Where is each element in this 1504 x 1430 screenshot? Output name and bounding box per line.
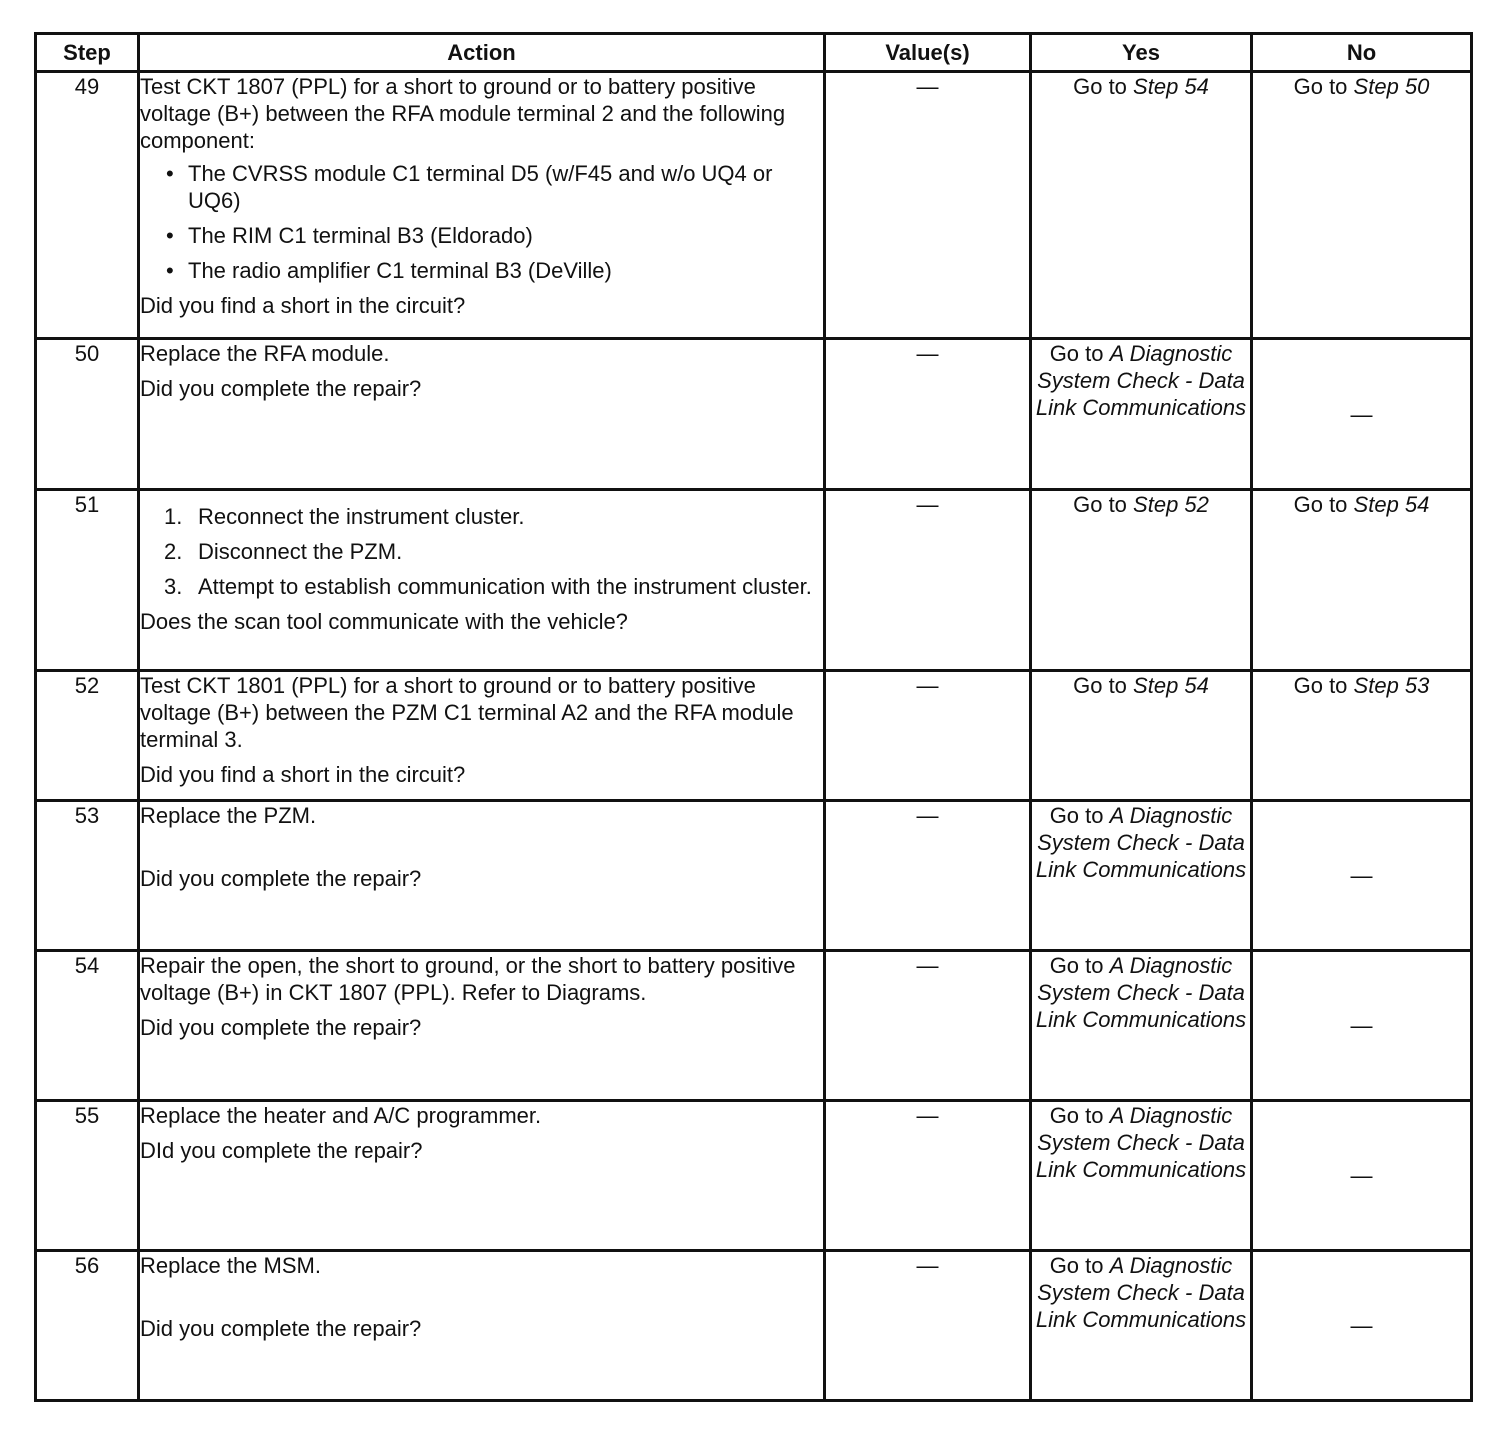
no-cell — [1252, 490, 1472, 671]
header-values: Value(s) — [825, 34, 1031, 72]
table-row-step-52 — [36, 671, 1472, 801]
action-cell — [139, 671, 825, 801]
goto-diagnostic-link[interactable]: A Diagnostic System Check - Data Link Communications — [1035, 341, 1247, 420]
header-action: Action — [139, 34, 825, 72]
goto-prefix: Go to — [1293, 74, 1348, 99]
step-number: 56 — [36, 1251, 139, 1401]
goto-step-link[interactable]: Step 54 — [1353, 492, 1430, 517]
value-cell: — — [825, 1251, 1031, 1401]
goto-prefix: Go to — [1049, 953, 1104, 978]
header-yes: Yes — [1031, 34, 1252, 72]
component-list — [140, 160, 823, 284]
yes-cell — [1031, 801, 1252, 951]
yes-cell — [1031, 339, 1252, 490]
value-cell: — — [825, 490, 1031, 671]
table-row-step-54 — [36, 951, 1472, 1101]
goto-prefix: Go to — [1073, 492, 1127, 517]
table-row-step-51 — [36, 490, 1472, 671]
yes-cell — [1031, 1251, 1252, 1401]
value-cell: — — [825, 339, 1031, 490]
table-row-step-55 — [36, 1101, 1472, 1251]
table-row-step-49 — [36, 72, 1472, 339]
action-cell — [139, 1101, 825, 1251]
action-question: Did you find a short in the circuit? — [140, 762, 466, 787]
yes-cell — [1031, 490, 1252, 671]
no-cell: — — [1252, 1101, 1472, 1251]
step-number: 51 — [36, 490, 139, 671]
goto-diagnostic-link[interactable]: A Diagnostic System Check - Data Link Communications — [1035, 953, 1247, 1032]
procedure-list — [140, 503, 823, 600]
step-number: 49 — [36, 72, 139, 339]
action-question: Did you complete the repair? — [140, 866, 422, 891]
action-question: Did you complete the repair? — [140, 1316, 422, 1341]
value-cell: — — [825, 671, 1031, 801]
goto-prefix: Go to — [1049, 1103, 1104, 1128]
action-question: Did you complete the repair? — [140, 1015, 422, 1040]
no-cell — [1252, 671, 1472, 801]
goto-step-link[interactable]: Step 52 — [1133, 492, 1209, 517]
goto-step-link[interactable]: Step 50 — [1353, 74, 1430, 99]
action-cell — [139, 339, 825, 490]
action-cell — [139, 72, 825, 339]
step-number: 54 — [36, 951, 139, 1101]
goto-step-link[interactable]: Step 54 — [1133, 673, 1209, 698]
list-item — [166, 160, 823, 214]
goto-step-link[interactable]: Step 53 — [1353, 673, 1430, 698]
action-instruction: Replace the RFA module. — [140, 341, 390, 366]
goto-prefix: Go to — [1049, 803, 1104, 828]
action-cell — [139, 801, 825, 951]
action-question: Does the scan tool communicate with the vehicle? — [140, 609, 628, 634]
action-instruction: Replace the MSM. — [140, 1253, 321, 1278]
list-item — [166, 257, 823, 284]
step-number: 55 — [36, 1101, 139, 1251]
yes-cell — [1031, 72, 1252, 339]
action-question: DId you complete the repair? — [140, 1138, 423, 1163]
goto-prefix: Go to — [1293, 673, 1348, 698]
header-no: No — [1252, 34, 1472, 72]
goto-diagnostic-link[interactable]: A Diagnostic System Check - Data Link Communications — [1035, 803, 1247, 882]
goto-prefix: Go to — [1073, 74, 1127, 99]
action-question: Did you complete the repair? — [140, 376, 422, 401]
list-item-text: The CVRSS module C1 terminal D5 (w/F45 and w/o UQ4 or UQ6) — [188, 161, 773, 213]
action-cell — [139, 951, 825, 1101]
list-item-text: Reconnect the instrument cluster. — [198, 504, 525, 529]
goto-diagnostic-link[interactable]: A Diagnostic System Check - Data Link Communications — [1035, 1103, 1247, 1182]
table-row-step-50 — [36, 339, 1472, 490]
list-item — [164, 573, 823, 600]
goto-diagnostic-link[interactable]: A Diagnostic System Check - Data Link Communications — [1035, 1253, 1247, 1332]
list-item-text: The radio amplifier C1 terminal B3 (DeVille) — [188, 258, 612, 283]
yes-cell — [1031, 1101, 1252, 1251]
goto-step-link[interactable]: Step 54 — [1133, 74, 1209, 99]
goto-prefix: Go to — [1049, 1253, 1104, 1278]
yes-cell — [1031, 671, 1252, 801]
list-item — [164, 538, 823, 565]
no-cell: — — [1252, 339, 1472, 490]
value-cell: — — [825, 1101, 1031, 1251]
bullet-icon: • — [166, 161, 174, 186]
action-question: Did you find a short in the circuit? — [140, 293, 466, 318]
list-item-number: 3. — [164, 574, 183, 599]
action-instruction: Replace the heater and A/C programmer. — [140, 1103, 542, 1128]
list-item-text: Disconnect the PZM. — [198, 539, 403, 564]
goto-prefix: Go to — [1293, 492, 1348, 517]
value-cell: — — [825, 801, 1031, 951]
step-number: 53 — [36, 801, 139, 951]
action-instruction: Test CKT 1801 (PPL) for a short to ground or to battery positive voltage (B+) between the PZM C1 terminal A2 and the RFA module terminal 3. — [140, 673, 794, 752]
table-row-step-56 — [36, 1251, 1472, 1401]
list-item-number: 2. — [164, 539, 183, 564]
no-cell: — — [1252, 951, 1472, 1101]
bullet-icon: • — [166, 258, 174, 283]
step-number: 52 — [36, 671, 139, 801]
action-cell — [139, 490, 825, 671]
action-cell — [139, 1251, 825, 1401]
step-number: 50 — [36, 339, 139, 490]
yes-cell — [1031, 951, 1252, 1101]
list-item — [166, 222, 823, 249]
action-instruction: Replace the PZM. — [140, 803, 317, 828]
list-item-text: The RIM C1 terminal B3 (Eldorado) — [188, 223, 533, 248]
no-cell: — — [1252, 1251, 1472, 1401]
bullet-icon: • — [166, 223, 174, 248]
no-cell: — — [1252, 801, 1472, 951]
goto-prefix: Go to — [1073, 673, 1127, 698]
action-instruction: Repair the open, the short to ground, or the short to battery positive voltage (B+) in CKT 1807 (PPL). Refer to Diagrams. — [140, 953, 796, 1005]
goto-prefix: Go to — [1049, 341, 1104, 366]
header-step: Step — [36, 34, 139, 72]
table-row-step-53 — [36, 801, 1472, 951]
list-item — [164, 503, 823, 530]
list-item-number: 1. — [164, 504, 183, 529]
no-cell — [1252, 72, 1472, 339]
value-cell: — — [825, 72, 1031, 339]
list-item-text: Attempt to establish communication with the instrument cluster. — [198, 574, 812, 599]
diagnostic-table — [34, 32, 1473, 1402]
value-cell: — — [825, 951, 1031, 1101]
header-row — [36, 34, 1472, 72]
action-instruction: Test CKT 1807 (PPL) for a short to ground or to battery positive voltage (B+) between the RFA module terminal 2 and the following component: — [140, 74, 786, 153]
